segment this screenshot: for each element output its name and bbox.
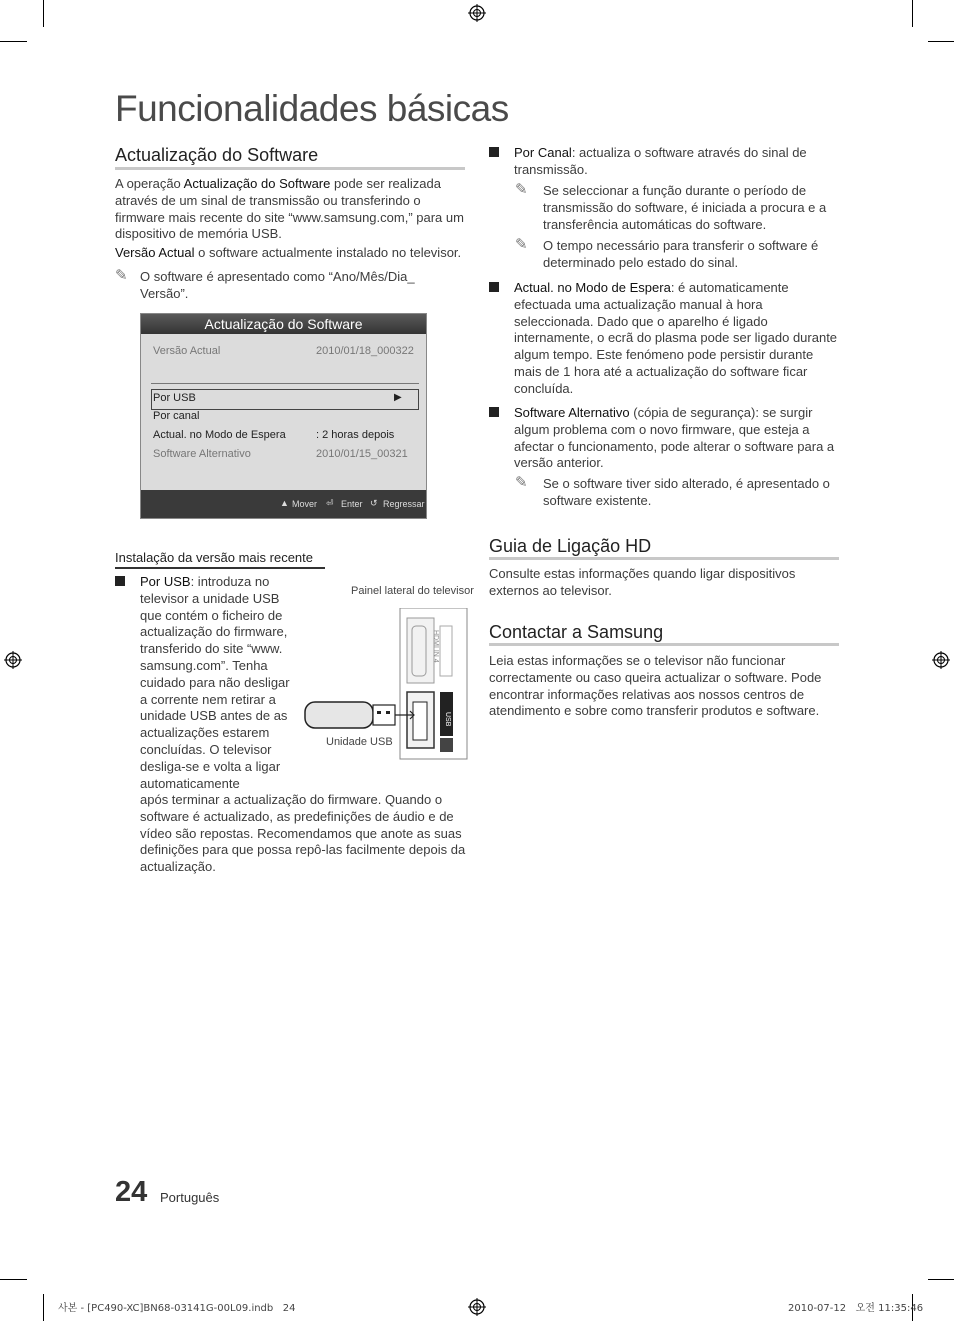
updown-icon: ▲ <box>280 498 289 508</box>
note-canal-1: Se seleccionar a função durante o período de transmissão do software, é iniciada a procura e a transferência automáticas do software. <box>543 183 827 232</box>
registration-mark-icon <box>468 4 486 22</box>
subsection-title: Instalação da versão mais recente <box>115 550 313 565</box>
bullet-square <box>115 576 125 586</box>
osd-foot-enter: Enter <box>341 499 363 509</box>
contact-paragraph: Leia estas informações se o televisor não funcionar correctamente ou caso queira actualizar o software. Pode encontrar informações relativas aos nossos centros de atendimento e sobre como transferir produtos e software. <box>489 653 822 719</box>
crop-mark <box>43 0 44 27</box>
crop-mark <box>0 1279 27 1280</box>
note-pencil-icon: ✎ <box>515 181 528 198</box>
bullet-square <box>489 147 499 157</box>
section-rule <box>115 167 465 170</box>
section-title-contact: Contactar a Samsung <box>489 622 664 642</box>
bullet-square <box>489 282 499 292</box>
osd-item-standby[interactable]: Actual. no Modo de Espera <box>153 429 286 441</box>
note-pencil-icon: ✎ <box>115 267 128 284</box>
return-icon: ↺ <box>370 498 378 508</box>
osd-foot-move: Mover <box>292 499 318 509</box>
print-date-info: 2010-07-12 오전 11:35:46 <box>788 1303 924 1314</box>
fig-panel-label: Painel lateral do televisor <box>351 585 474 597</box>
osd-footer <box>141 490 426 518</box>
por-canal-paragraph: Por Canal: actualiza o software através do sinal de transmissão. <box>514 145 807 177</box>
enter-icon: ⏎ <box>326 498 334 508</box>
osd-arrow-right-icon: ▶ <box>394 392 402 403</box>
registration-mark-icon <box>468 1298 486 1316</box>
section-rule <box>489 643 839 646</box>
crop-mark <box>912 0 913 27</box>
port-hdmi-label: HDMI IN 4 <box>432 630 439 663</box>
osd-title: Actualização do Software <box>141 314 426 334</box>
por-usb-paragraph: Por USB: introduza no televisor a unidade USB que contém o ficheiro de actualização do firmware, transferido do site “www. samsung.com”. Tenha cuidado para não desligar a corrente nem retirar a unidade USB antes de as actualizações estarem concluídas. O televisor desliga-se e volta a ligar automaticamente <box>140 574 290 791</box>
current-version-paragraph: Versão Actual o software actualmente instalado no televisor. <box>115 245 462 260</box>
osd-item-alternative[interactable]: Software Alternativo <box>153 448 251 460</box>
osd-foot-return: Regressar <box>383 499 425 509</box>
note-pencil-icon: ✎ <box>515 236 528 253</box>
section-title-software-update: Actualização do Software <box>115 145 319 165</box>
page-number: 24 <box>115 1176 148 1208</box>
subsection-rule <box>115 567 325 569</box>
crop-mark <box>928 41 954 42</box>
osd-current-version-value: 2010/01/18_000322 <box>316 345 414 357</box>
section-rule <box>489 557 839 560</box>
print-file-info: 사본 - [PC490-XC]BN68-03141G-00L09.indb 24 <box>58 1303 296 1314</box>
osd-alternative-value: 2010/01/15_00321 <box>316 448 408 460</box>
registration-mark-icon <box>932 651 950 669</box>
registration-mark-icon <box>4 651 22 669</box>
section-title-hd-guide: Guia de Ligação HD <box>489 536 652 556</box>
note-pencil-icon: ✎ <box>515 474 528 491</box>
tv-side-panel-figure <box>300 608 470 763</box>
software-update-osd <box>140 313 427 519</box>
osd-item-por-usb[interactable]: Por USB <box>153 392 196 404</box>
alternative-paragraph: Software Alternativo (cópia de segurança): se surgir algum problema com o novo firmware, que esteja a afectar o funcionamento, pode alterar o software para a versão anterior. <box>514 405 835 471</box>
page-language: Português <box>160 1190 220 1205</box>
page-title: Funcionalidades básicas <box>115 88 509 129</box>
note-version-format: O software é apresentado como “Ano/Mês/Dia_ Versão”. <box>140 269 415 301</box>
crop-mark <box>928 1279 954 1280</box>
osd-item-por-canal[interactable]: Por canal <box>153 410 200 422</box>
osd-standby-value: : 2 horas depois <box>316 429 395 441</box>
por-usb-paragraph-cont: após terminar a actualização do firmware. Quando o software é actualizado, as predefinições de áudio e de vídeo são repostas. Recomendamos que anote as suas definições para que possa repô-las facilmente depois da actualização. <box>140 792 466 875</box>
osd-current-version-label: Versão Actual <box>153 345 221 357</box>
note-alternative: Se o software tiver sido alterado, é apresentado o software existente. <box>543 476 830 508</box>
note-canal-2: O tempo necessário para transferir o software é determinado pelo estado do sinal. <box>543 238 819 270</box>
crop-mark <box>43 1294 44 1321</box>
intro-paragraph: A operação Actualização do Software pode ser realizada através de um sinal de transmissão ou transferindo o firmware mais recente do site “www.samsung.com,” para um dispositivo de memória USB. <box>115 176 464 242</box>
hd-guide-paragraph: Consulte estas informações quando ligar dispositivos externos ao televisor. <box>489 566 796 598</box>
port-usb-label: USB <box>444 712 451 727</box>
fig-usb-label: Unidade USB <box>326 736 393 748</box>
bullet-square <box>489 407 499 417</box>
crop-mark <box>0 41 27 42</box>
osd-divider <box>151 383 419 384</box>
standby-paragraph: Actual. no Modo de Espera: é automaticamente efectuada uma actualização manual à hora seleccionada. Dado que o aparelho é ligado internamente, o ecrã do plasma pode ser ligado durante algum tempo. Este fenómeno pode persistir durante mais de 1 hora até a actualização do software ficar concluída. <box>514 280 838 396</box>
